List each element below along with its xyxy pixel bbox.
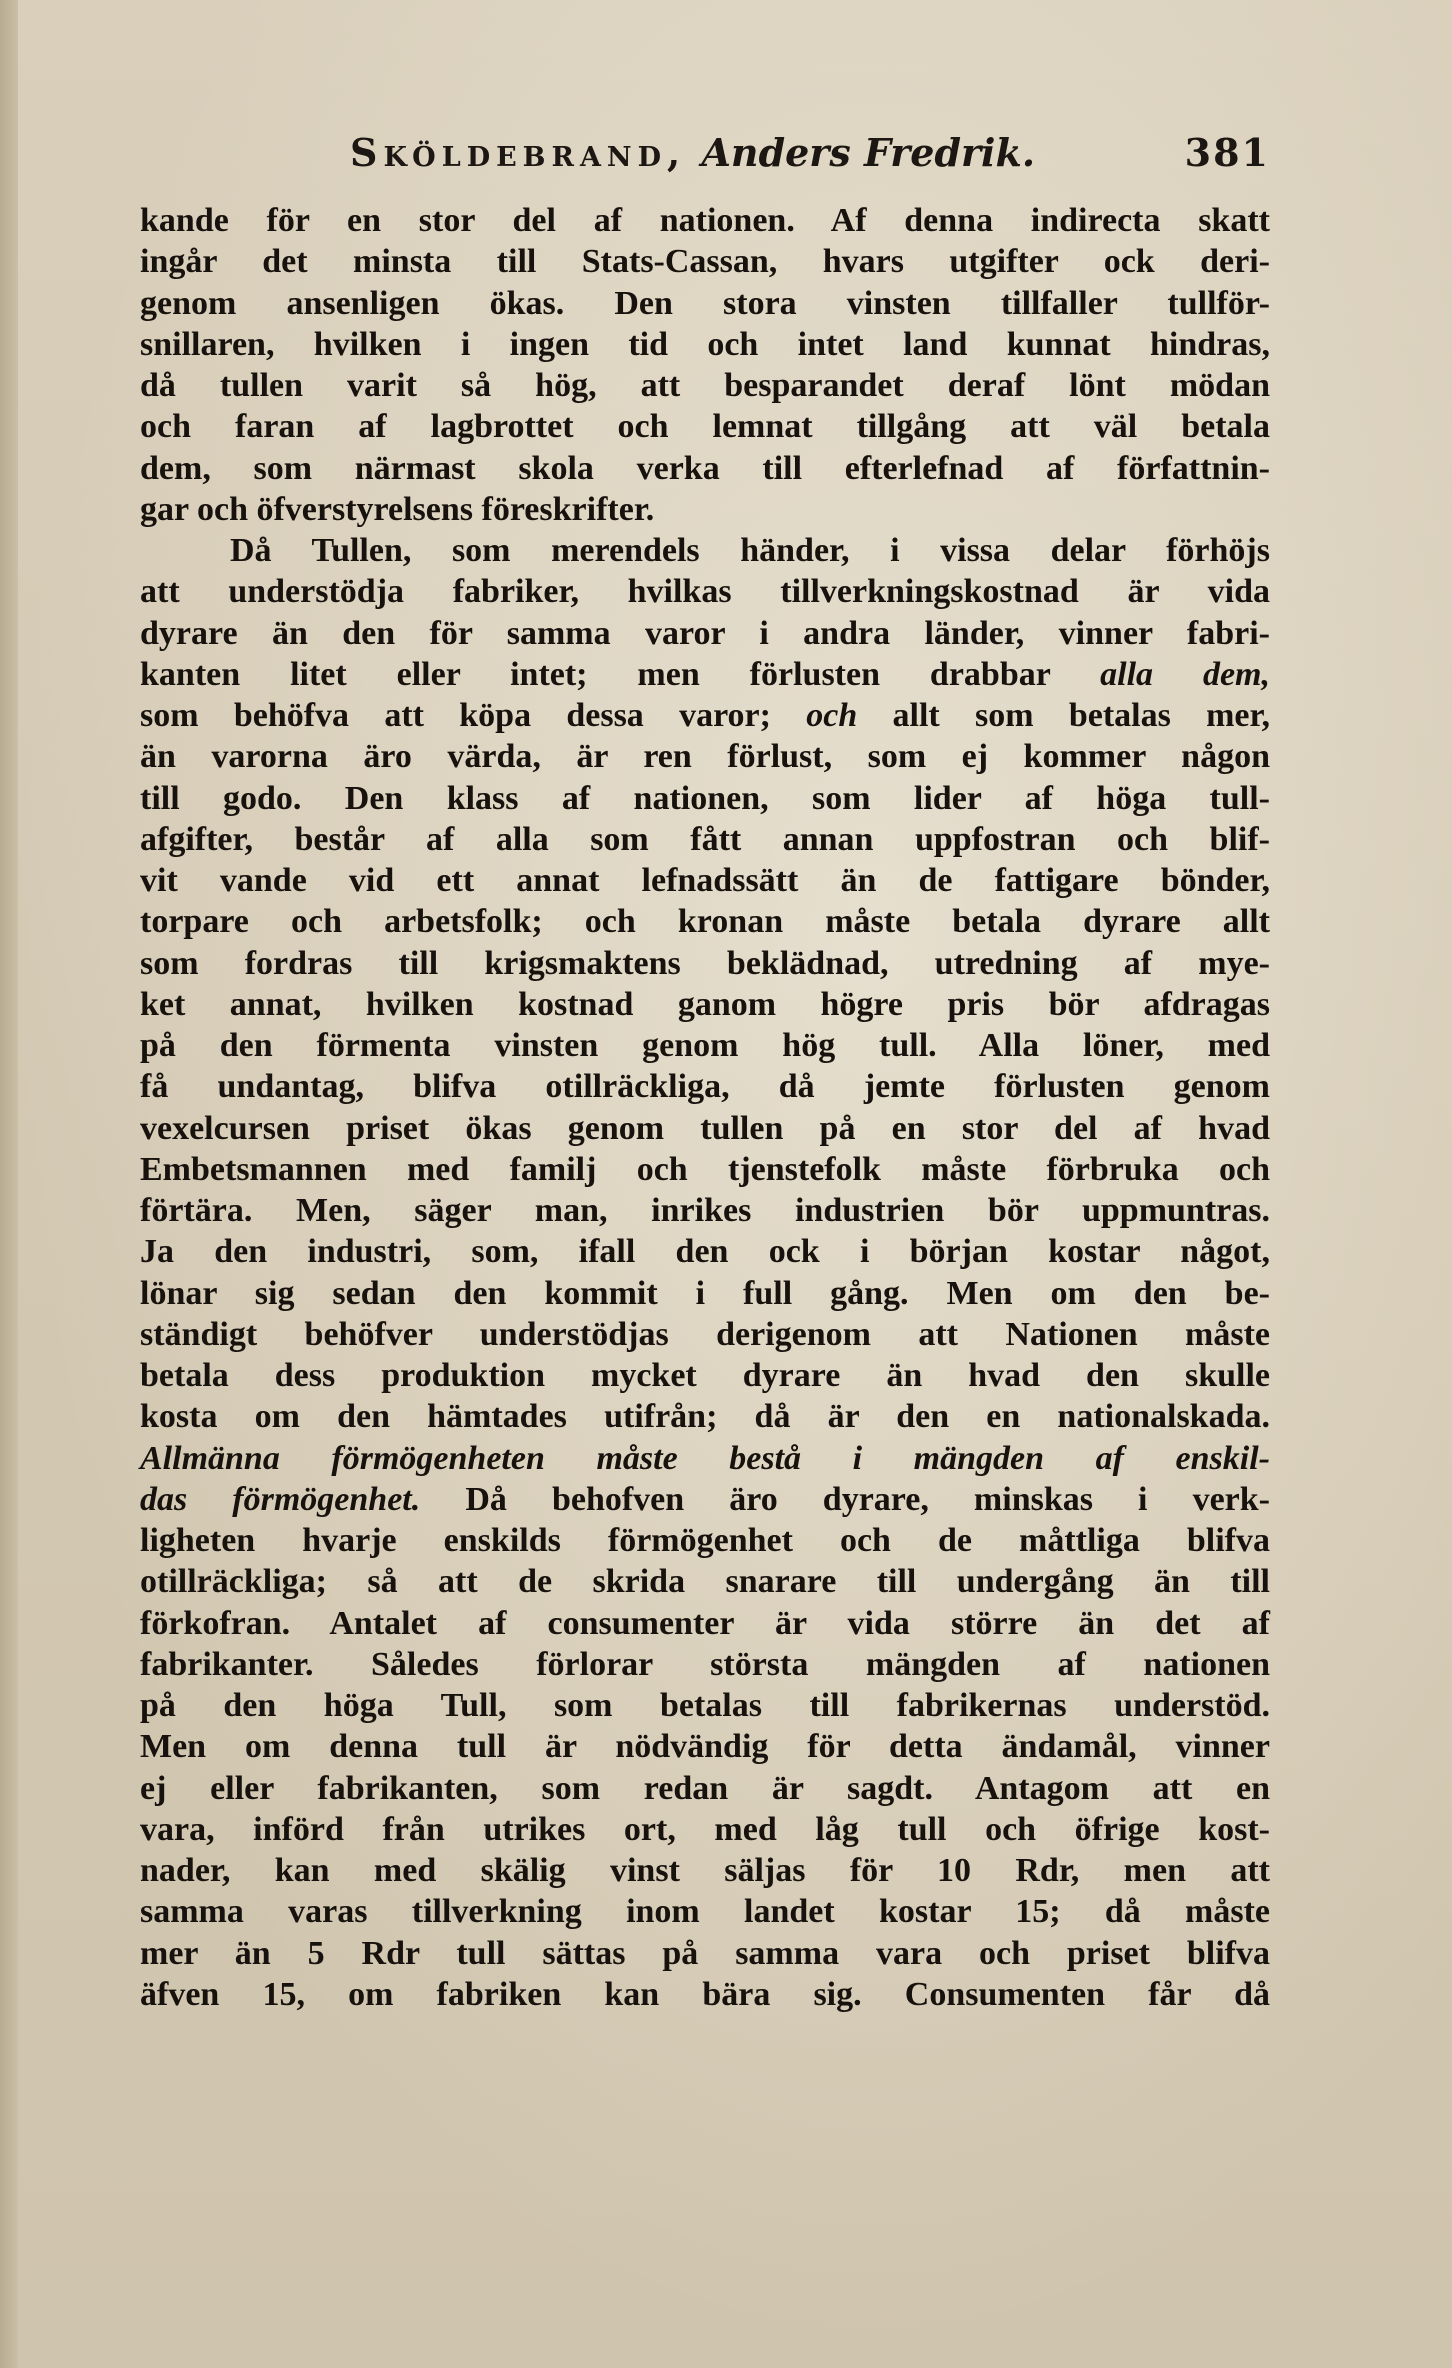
text-line: lönar sig sedan den kommit i full gång. Men om den be- bbox=[140, 1274, 1270, 1312]
running-head-name: Sköldebrand bbox=[350, 130, 667, 175]
text-line: kande för en stor del af nationen. Af denna indirecta skatt bbox=[140, 202, 1270, 239]
text-line: betala dess produktion mycket dyrare än hvad den skulle bbox=[140, 1357, 1270, 1394]
text-line bbox=[140, 654, 1270, 695]
running-head-separator: , bbox=[666, 130, 702, 175]
running-head-given-name: Anders Fredrik. bbox=[701, 130, 1036, 175]
text-line: ket annat, hvilken kostnad ganom högre pris bör afdragas bbox=[140, 985, 1270, 1023]
text-line: vara, införd från utrikes ort, med låg tull och öfrige kost- bbox=[140, 1810, 1270, 1848]
text-fragment: som behöfva att köpa dessa varor; bbox=[140, 697, 807, 734]
italic-emphasis: Allmänna förmögenheten måste bestå i mängden af enskil- bbox=[140, 1439, 1270, 1477]
text-line: fabrikanter. Således förlorar största mängden af nationen bbox=[140, 1645, 1270, 1683]
italic-emphasis: das förmögenhet. bbox=[140, 1480, 421, 1518]
text-line bbox=[140, 695, 1270, 736]
text-line: ständigt behöfver understödjas derigenom att Nationen måste bbox=[140, 1315, 1270, 1353]
text-line: samma varas tillverkning inom landet kostar 15; då måste bbox=[140, 1893, 1270, 1931]
text-line: kosta om den hämtades utifrån; då är den en nationalskada. bbox=[140, 1398, 1270, 1436]
text-line: förtära. Men, säger man, inrikes industrien bör uppmuntras. bbox=[140, 1192, 1270, 1229]
text-line: nader, kan med skälig vinst säljas för 10 Rdr, men att bbox=[140, 1852, 1270, 1889]
text-line: få undantag, blifva otillräckliga, då jemte förlusten genom bbox=[140, 1068, 1270, 1106]
text-line: snillaren, hvilken i ingen tid och intet land kunnat hindras, bbox=[140, 325, 1270, 363]
text-line: Embetsmannen med familj och tjenstefolk måste förbruka och bbox=[140, 1150, 1270, 1188]
text-line: vit vande vid ett annat lefnadssätt än de fattigare bönder, bbox=[140, 862, 1270, 899]
text-line: på den höga Tull, som betalas till fabrikernas understöd. bbox=[140, 1687, 1270, 1724]
text-line: ligheten hvarje enskilds förmögenhet och de måttliga blifva bbox=[140, 1522, 1270, 1559]
text-line: vexelcursen priset ökas genom tullen på en stor del af hvad bbox=[140, 1109, 1270, 1147]
text-line bbox=[140, 1438, 1270, 1479]
text-fragment: allt som betalas mer, bbox=[857, 697, 1270, 734]
text-line: då tullen varit så hög, att besparandet deraf lönt mödan bbox=[140, 367, 1270, 404]
text-fragment: kanten litet eller intet; men förlusten drabbar bbox=[140, 655, 1101, 693]
text-fragment: Då behofven äro dyrare, minskas i verk- bbox=[420, 1480, 1270, 1518]
text-line: dem, som närmast skola verka till efterlefnad af författnin- bbox=[140, 449, 1270, 487]
text-line: till godo. Den klass af nationen, som lider af höga tull- bbox=[140, 779, 1270, 817]
page-number: 381 bbox=[1184, 130, 1270, 175]
text-line: otillräckliga; så att de skrida snarare till undergång än till bbox=[140, 1563, 1270, 1601]
text-line: äfven 15, om fabriken kan bära sig. Consumenten får då bbox=[140, 1975, 1270, 2013]
page-gutter bbox=[0, 0, 18, 2368]
text-line: dyrare än den för samma varor i andra länder, vinner fabri- bbox=[140, 614, 1270, 652]
text-line: och faran af lagbrottet och lemnat tillgång att väl betala bbox=[140, 408, 1270, 446]
text-line: Men om denna tull är nödvändig för detta ändamål, vinner bbox=[140, 1728, 1270, 1766]
running-head bbox=[350, 130, 1035, 175]
text-line: att understödja fabriker, hvilkas tillverkningskostnad är vida bbox=[140, 573, 1270, 611]
italic-emphasis: och bbox=[806, 697, 858, 734]
text-line: genom ansenligen ökas. Den stora vinsten tillfaller tullför- bbox=[140, 284, 1270, 322]
text-line: ej eller fabrikanten, som redan är sagdt. Antagom att en bbox=[140, 1769, 1270, 1807]
body-text bbox=[140, 200, 1270, 2015]
text-line: Ja den industri, som, ifall den ock i början kostar något, bbox=[140, 1233, 1270, 1271]
italic-emphasis: alla dem, bbox=[1100, 655, 1270, 693]
text-line: gar och öfverstyrelsens föreskrifter. bbox=[140, 490, 655, 528]
text-line: förkofran. Antalet af consumenter är vida större än det af bbox=[140, 1604, 1270, 1642]
page-header bbox=[140, 130, 1270, 180]
text-line: som fordras till krigsmaktens beklädnad, utredning af mye- bbox=[140, 944, 1270, 982]
text-line: torpare och arbetsfolk; och kronan måste betala dyrare allt bbox=[140, 903, 1270, 941]
text-line: än varorna äro värda, är ren förlust, som ej kommer någon bbox=[140, 738, 1270, 776]
text-line: ingår det minsta till Stats-Cassan, hvars utgifter ock deri- bbox=[140, 243, 1270, 281]
text-line: mer än 5 Rdr tull sättas på samma vara och priset blifva bbox=[140, 1934, 1270, 1972]
text-line: på den förmenta vinsten genom hög tull. Alla löner, med bbox=[140, 1027, 1270, 1064]
text-line bbox=[140, 1479, 1270, 1520]
text-line: afgifter, består af alla som fått annan uppfostran och blif- bbox=[140, 820, 1270, 858]
text-line-paragraph-start: Då Tullen, som merendels händer, i vissa delar förhöjs bbox=[230, 532, 1270, 569]
